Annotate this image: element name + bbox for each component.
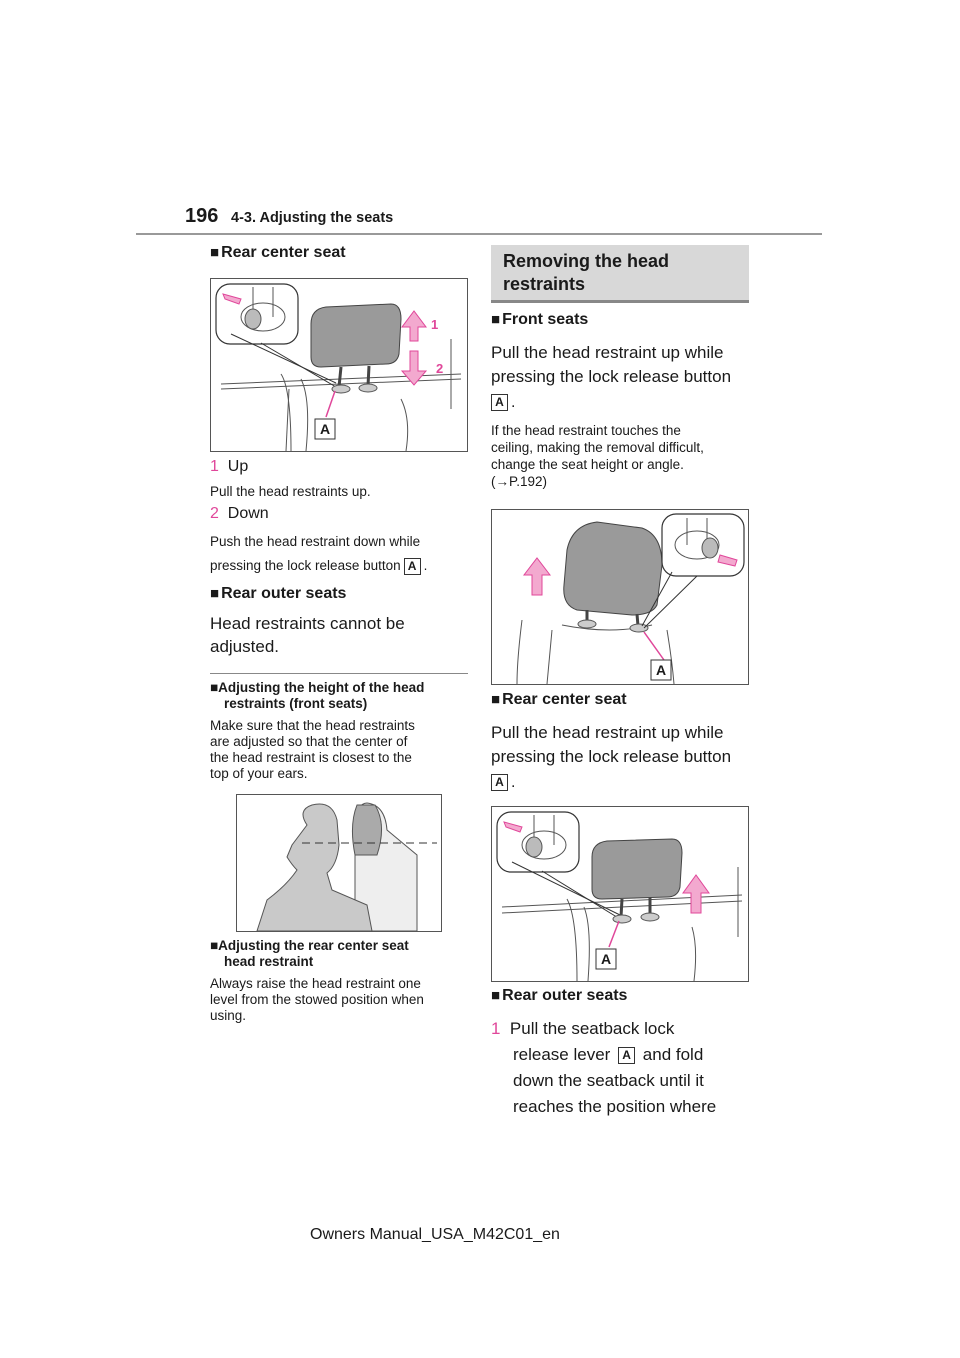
step-1-desc: Pull the head restraints up. <box>210 484 371 499</box>
step-2-desc-line2: pressing the lock release button A . <box>210 558 428 573</box>
label-a: A <box>600 951 612 967</box>
heading-rear-center-seat: ■ Rear center seat <box>210 244 346 261</box>
front-lock-label: A . <box>488 391 515 415</box>
label-1: 1 <box>431 317 439 332</box>
step-2-desc-line1: Push the head restraint down while <box>210 534 421 549</box>
rear-outer-text-2: adjusted. <box>210 637 279 656</box>
heading-rear-outer-seats: ■ Rear outer seats <box>210 585 347 602</box>
lock-button-label-a: A <box>404 558 421 575</box>
front-text-2: pressing the lock release button <box>491 367 732 386</box>
figure-front-remove <box>491 509 749 685</box>
step-2-down: 2 Down <box>210 505 269 522</box>
note-text-front-height: Make sure that the head restraints are adjusted so that the center of the head restraint is closest to the top of your ears. <box>210 718 415 781</box>
heading-front-seats: ■ Front seats <box>491 311 589 328</box>
figure-rear-center-remove <box>491 806 749 982</box>
remove-step-1-line-4: reaches the position where <box>513 1097 717 1116</box>
footer-text: Owners Manual_USA_M42C01_en <box>310 1226 560 1243</box>
heading-rear-center-seat-remove: ■ Rear center seat <box>491 691 627 708</box>
note-title-rear-center: ■Adjusting the rear center seat head restraint <box>210 938 409 969</box>
rear-outer-text-1: Head restraints cannot be <box>210 614 405 633</box>
note-text-rear-center: Always raise the head restraint one level from the stowed position when using. <box>210 976 424 1023</box>
front-note: If the head restraint touches the ceiling, making the removal difficult, change the seat height or angle. (→P.192) <box>491 423 704 489</box>
label-a: A <box>319 421 331 437</box>
heading-removing-head-restraints: Removing the head restraints <box>491 245 749 303</box>
front-text-1: Pull the head restraint up while <box>491 343 724 362</box>
remove-step-1-line-1: 1 Pull the seatback lock <box>491 1019 675 1038</box>
remove-step-1-line-3: down the seatback until it <box>513 1071 704 1090</box>
heading-rear-outer-seats-remove: ■ Rear outer seats <box>491 987 628 1004</box>
label-a: A <box>655 662 667 678</box>
figure-head-height <box>236 794 442 932</box>
page-number: 196 <box>185 205 219 227</box>
rear-center-text-1: Pull the head restraint up while <box>491 723 724 742</box>
step-1-up: 1 Up <box>210 458 249 475</box>
remove-step-1-line-2: release lever A and fold <box>513 1045 704 1064</box>
figure-rear-center-adjust <box>210 278 468 452</box>
label-2: 2 <box>436 361 444 376</box>
header-rule <box>136 233 822 235</box>
section-title: 4-3. Adjusting the seats <box>231 210 394 226</box>
rear-center-lock-label: A . <box>488 771 515 795</box>
rear-center-text-2: pressing the lock release button <box>491 747 732 766</box>
note-rule <box>210 673 468 674</box>
note-title-front-height: ■Adjusting the height of the head restraints (front seats) <box>210 680 425 711</box>
